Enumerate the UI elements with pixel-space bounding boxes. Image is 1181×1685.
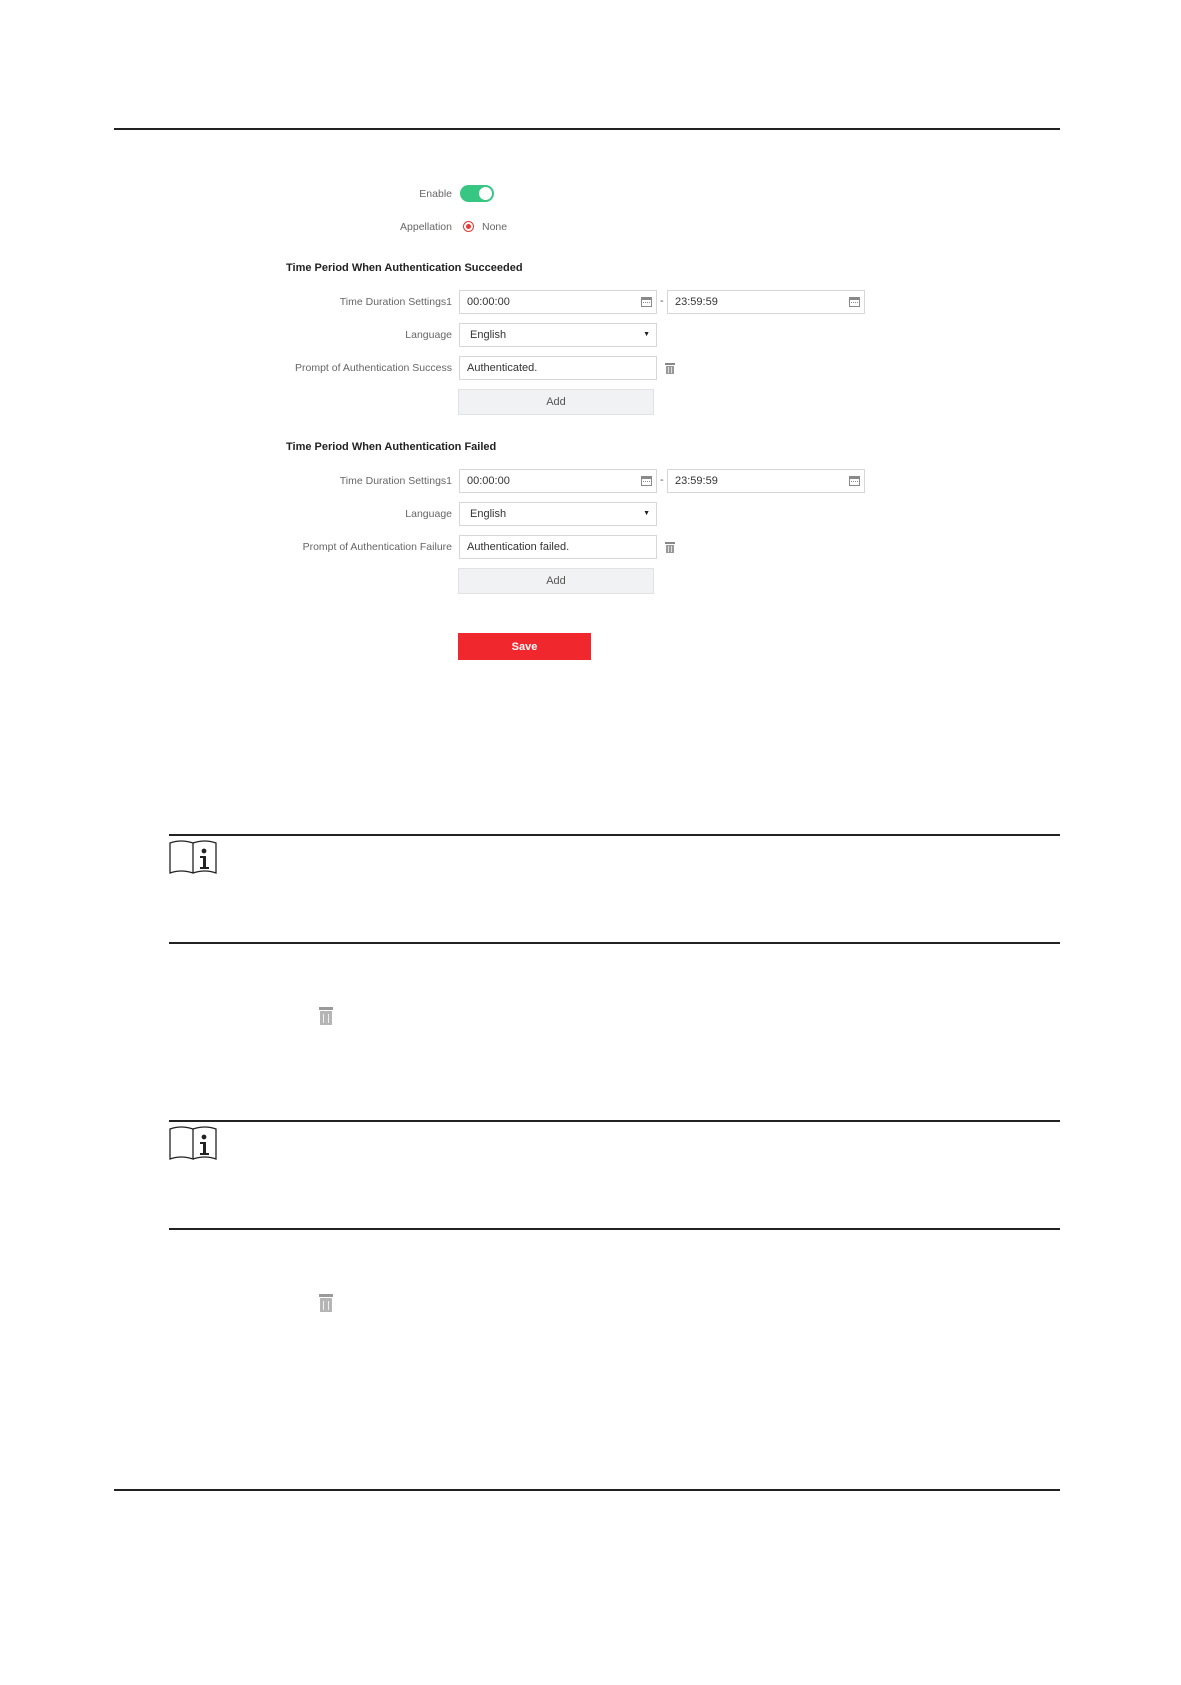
trash-icon <box>319 1007 333 1025</box>
note-bottom-rule <box>169 942 1060 944</box>
failed-end-time-value: 23:59:59 <box>675 475 718 487</box>
calendar-icon[interactable] <box>849 297 860 307</box>
enable-toggle[interactable] <box>460 185 494 202</box>
note-bottom-rule <box>169 1228 1060 1230</box>
failed-start-time-value: 00:00:00 <box>467 475 510 487</box>
success-end-time-value: 23:59:59 <box>675 296 718 308</box>
save-button[interactable]: Save <box>458 633 591 660</box>
success-start-time-value: 00:00:00 <box>467 296 510 308</box>
success-language-select[interactable] <box>459 323 657 347</box>
note-top-rule <box>169 1120 1060 1122</box>
success-section-title: Time Period When Authentication Succeeded <box>286 262 523 274</box>
time-range-separator: - <box>660 474 664 486</box>
failed-language-label: Language <box>405 508 452 520</box>
calendar-icon[interactable] <box>849 476 860 486</box>
failed-prompt-input[interactable] <box>459 535 657 559</box>
success-language-label: Language <box>405 329 452 341</box>
appellation-label: Appellation <box>400 221 452 233</box>
failed-language-value: English <box>470 508 507 520</box>
success-add-button[interactable]: Add <box>458 389 654 415</box>
note-book-info-icon <box>169 840 219 874</box>
trash-icon[interactable] <box>666 363 674 373</box>
failed-section-title: Time Period When Authentication Failed <box>286 441 497 453</box>
calendar-icon[interactable] <box>641 297 652 307</box>
success-prompt-value: Authenticated. <box>467 362 538 374</box>
success-end-time-input[interactable] <box>667 290 865 314</box>
success-start-time-input[interactable] <box>459 290 657 314</box>
trash-icon[interactable] <box>666 542 674 552</box>
calendar-icon[interactable] <box>641 476 652 486</box>
footer-rule <box>114 1489 1060 1491</box>
failed-start-time-input[interactable] <box>459 469 657 493</box>
note-book-info-icon <box>169 1126 219 1160</box>
success-prompt-label: Prompt of Authentication Success <box>294 362 452 374</box>
failed-language-select[interactable] <box>459 502 657 526</box>
enable-label: Enable <box>419 188 452 200</box>
failed-prompt-label: Prompt of Authentication Failure <box>302 541 452 553</box>
success-prompt-input[interactable] <box>459 356 657 380</box>
appellation-option-label: None <box>482 221 508 233</box>
note-top-rule <box>169 834 1060 836</box>
failed-end-time-input[interactable] <box>667 469 865 493</box>
header-rule <box>114 128 1060 130</box>
chevron-down-icon: ▼ <box>643 331 650 338</box>
success-language-value: English <box>470 329 507 341</box>
chevron-down-icon: ▼ <box>643 510 650 517</box>
time-range-separator: - <box>660 295 664 307</box>
success-time-duration-label: Time Duration Settings1 <box>339 296 452 308</box>
failed-add-button[interactable]: Add <box>458 568 654 594</box>
failed-time-duration-label: Time Duration Settings1 <box>339 475 452 487</box>
failed-prompt-value: Authentication failed. <box>467 541 570 553</box>
trash-icon <box>319 1294 333 1312</box>
toggle-knob <box>479 187 492 200</box>
appellation-radio-none[interactable] <box>463 221 474 232</box>
